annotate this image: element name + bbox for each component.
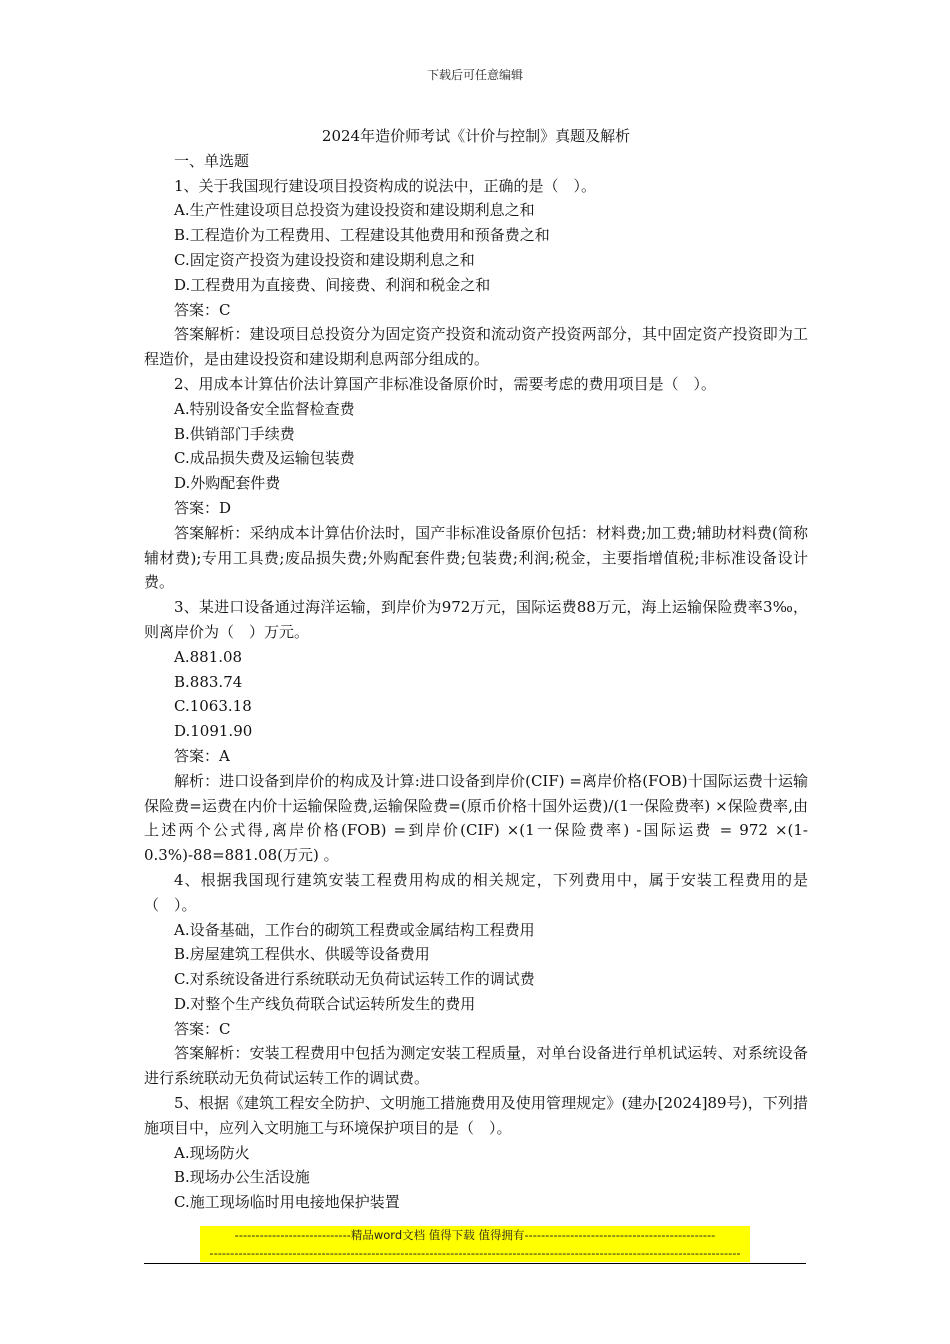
question-3-option-a: A.881.08 <box>174 647 243 666</box>
question-2-analysis: 答案解析：采纳成本计算估价法时，国产非标准设备原价包括：材料费;加工费;辅助材料费(简称辅材费);专用工具费;废品损失费;外购配套件费;包装费;利润;税金，主要指增值税;非标准设备设计费。 <box>144 523 808 592</box>
question-2-option-c: C.成品损失费及运输包装费 <box>174 449 355 468</box>
question-5-option-b: B.现场办公生活设施 <box>174 1168 310 1187</box>
question-1-option-b: B.工程造价为工程费用、工程建设其他费用和预备费之和 <box>174 226 550 245</box>
question-1-option-c: C.固定资产投资为建设投资和建设期利息之和 <box>174 250 475 269</box>
question-4-answer: 答案：C <box>174 1019 231 1038</box>
question-3-analysis: 解析：进口设备到岸价的构成及计算:进口设备到岸价(CIF) =离岸价格(FOB)十国际运费十运输保险费=运费在内价十运输保险费,运输保险费=(原币价格十国外运费)/(1一保险费率) ×保险费率,由上述两个公式得,离岸价格(FOB) =到岸价(CIF) ×(1一保险费率) -国际运费 = 972 ×(1-0.3%)-88=881.08(万元) 。 <box>144 771 808 865</box>
question-5-option-a: A.现场防火 <box>174 1143 250 1162</box>
question-4-analysis: 答案解析：安装工程费用中包括为测定安装工程质量，对单台设备进行单机试运转、对系统设备进行系统联动无负荷试运转工作的调试费。 <box>144 1044 808 1088</box>
question-4-option-a: A.设备基础，工作台的砌筑工程费或金属结构工程费用 <box>174 920 535 939</box>
footer-banner-text: ----------------------------精品word文档 值得下载 值得拥有---------------------------------------------- <box>234 1228 716 1242</box>
question-3-option-b: B.883.74 <box>174 672 243 691</box>
question-3-option-d: D.1091.90 <box>174 722 253 741</box>
footer-banner <box>200 1226 750 1262</box>
question-1-answer: 答案：C <box>174 300 231 319</box>
footer-banner-dashes: -------------------------------------------------------------------------------------------------------------------------------- <box>209 1246 741 1260</box>
question-2-answer: 答案：D <box>174 498 232 517</box>
question-2: 2、用成本计算估价法计算国产非标准设备原价时，需要考虑的费用项目是（ ）。 <box>174 374 717 393</box>
footer-divider <box>144 1263 806 1264</box>
document-title: 2024年造价师考试《计价与控制》真题及解析 <box>321 127 631 145</box>
question-1-option-d: D.工程费用为直接费、间接费、利润和税金之和 <box>174 275 491 294</box>
document-body <box>144 124 808 1215</box>
question-2-option-b: B.供销部门手续费 <box>174 424 295 443</box>
section-heading: 一、单选题 <box>174 151 250 170</box>
question-4-option-c: C.对系统设备进行系统联动无负荷试运转工作的调试费 <box>174 970 535 989</box>
question-4: 4、根据我国现行建筑安装工程费用构成的相关规定，下列费用中，属于安装工程费用的是（ ）。 <box>144 870 808 914</box>
question-5-option-c: C.施工现场临时用电接地保护装置 <box>174 1193 400 1212</box>
question-2-option-d: D.外购配套件费 <box>174 474 281 493</box>
question-2-option-a: A.特别设备安全监督检查费 <box>174 399 355 418</box>
question-3-answer: 答案：A <box>174 746 230 765</box>
question-1-analysis: 答案解析：建设项目总投资分为固定资产投资和流动资产投资两部分，其中固定资产投资即为工程造价，是由建设投资和建设期利息两部分组成的。 <box>144 325 808 369</box>
question-3-option-c: C.1063.18 <box>174 697 252 716</box>
question-4-option-b: B.房屋建筑工程供水、供暖等设备费用 <box>174 945 430 964</box>
question-1: 1、关于我国现行建设项目投资构成的说法中，正确的是（ ）。 <box>174 176 597 195</box>
page-header: 下载后可任意编辑 <box>426 68 523 82</box>
question-4-option-d: D.对整个生产线负荷联合试运转所发生的费用 <box>174 994 476 1013</box>
question-3: 3、某进口设备通过海洋运输，到岸价为972万元，国际运费88万元，海上运输保险费率3‰，则离岸价为（ ）万元。 <box>144 598 808 641</box>
question-5: 5、根据《建筑工程安全防护、文明施工措施费用及使用管理规定》(建办[2024]89号)，下列措施项目中，应列入文明施工与环境保护项目的是（ ）。 <box>144 1094 808 1137</box>
question-1-option-a: A.生产性建设项目总投资为建设投资和建设期利息之和 <box>174 201 535 220</box>
